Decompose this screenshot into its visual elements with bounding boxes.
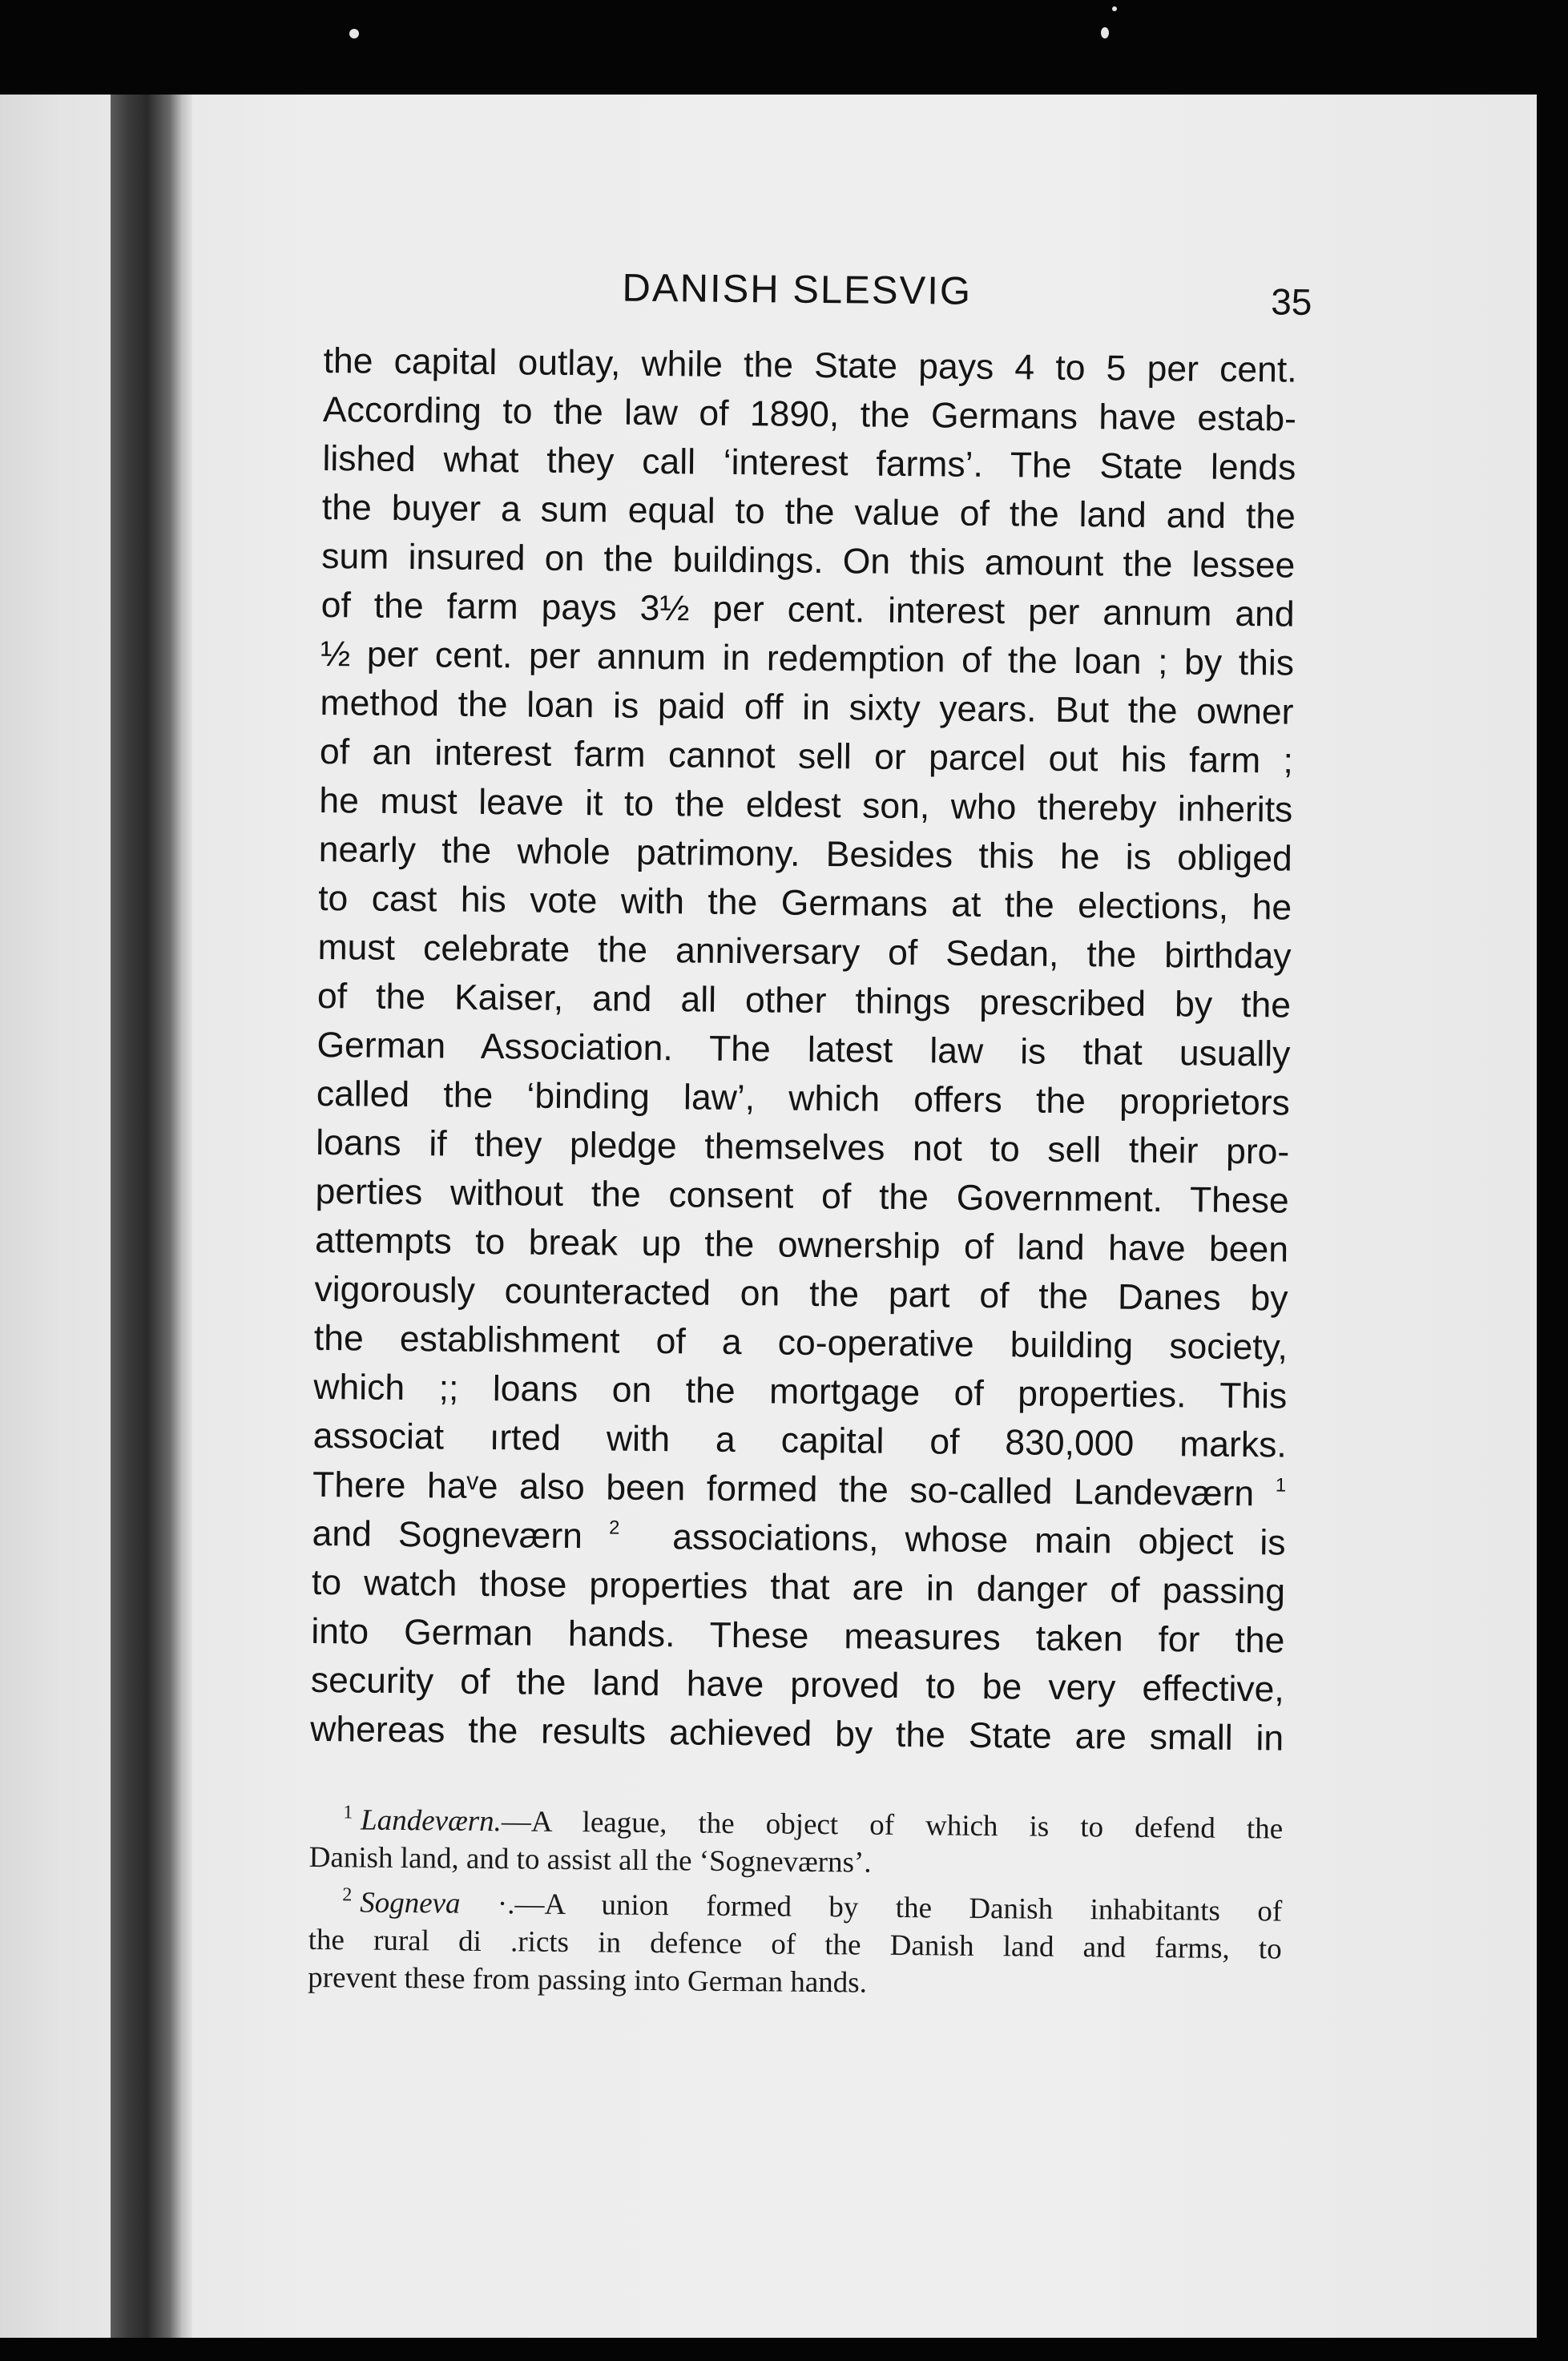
- footnote-line: the rural di .ricts in defence of the Danish land and farms, to: [308, 1923, 1282, 1966]
- text-line: perties without the consent of the Government. These: [315, 1171, 1289, 1221]
- text-fragment: There haᵛe also been formed the so-called Landeværn: [312, 1465, 1255, 1514]
- footnote-term: Sogneva: [359, 1886, 461, 1920]
- footnote-line: prevent these from passing into German hands.: [308, 1960, 868, 2000]
- scan-margin: [0, 0, 1568, 88]
- footnote-ref-2: 2: [608, 1517, 620, 1539]
- text-line: security of the land have proved to be very effective,: [310, 1660, 1285, 1710]
- text-line: attempts to break up the ownership of land have been: [314, 1220, 1289, 1270]
- text-line: loans if they pledge themselves not to sell their pro-: [316, 1122, 1290, 1172]
- text-line: the buyer a sum equal to the value of the land and the: [321, 487, 1296, 537]
- text-line: must celebrate the anniversary of Sedan, the birthday: [317, 927, 1292, 977]
- text-line: of the Kaiser, and all other things prescribed by the: [316, 976, 1292, 1025]
- footnote-text: —A league, the object of which is to defend the: [501, 1805, 1284, 1846]
- text-line: ½ per cent. per annum in redemption of the loan ; by this: [320, 634, 1295, 683]
- text-line: German Association. The latest law is that usually: [316, 1025, 1291, 1074]
- text-line: into German hands. These measures taken for the: [311, 1611, 1285, 1661]
- page-header: [324, 248, 1312, 346]
- text-line: the establishment of a co-operative building society,: [313, 1318, 1288, 1368]
- text-line: to watch those properties that are in danger of passing: [311, 1562, 1286, 1612]
- footnote-line: Danish land, and to assist all the ‘Sogneværns’.: [308, 1840, 872, 1880]
- text-line: the capital outlay, while the State pays 4 to 5 per cent.: [323, 340, 1297, 390]
- footnote-1: [308, 1794, 1283, 1886]
- footnote-ref-1: 1: [1275, 1474, 1287, 1497]
- text-line: to cast his vote with the Germans at the elections, he: [317, 878, 1292, 928]
- text-line: whereas the results achieved by the State are small in: [310, 1709, 1284, 1759]
- text-line: associat ırted with a capital of 830,000 marks.: [312, 1416, 1287, 1465]
- footnote-marker: 2: [342, 1884, 353, 1906]
- text-line: of an interest farm cannot sell or parcel out his farm ;: [319, 731, 1294, 781]
- text-line: called the ‘binding law’, which offers the proprietors: [316, 1074, 1291, 1123]
- text-fragment: associations, whose main object is: [672, 1517, 1286, 1563]
- text-line: vigorously counteracted on the part of the Danes by: [314, 1269, 1288, 1319]
- footnote-2: [308, 1876, 1282, 2006]
- text-line: he must leave it to the eldest son, who thereby inherits: [319, 780, 1293, 830]
- text-line: According to the law of 1890, the Germans have estab-: [322, 389, 1297, 439]
- page-content: [308, 248, 1312, 2006]
- page-number: 35: [1270, 280, 1312, 323]
- text-line: which ;; loans on the mortgage of properties. This: [313, 1367, 1288, 1416]
- book-spine: [111, 95, 184, 2338]
- footnote-marker: 1: [343, 1802, 353, 1823]
- text-line: nearly the whole patrimony. Besides this he is obliged: [318, 829, 1292, 879]
- footnotes: [308, 1794, 1283, 2006]
- text-line: of the farm pays 3½ per cent. interest per annum and: [320, 585, 1295, 635]
- text-fragment: and Sogneværn: [312, 1513, 583, 1557]
- running-head: DANISH SLESVIG: [622, 266, 973, 313]
- page-gutter: [181, 95, 192, 2338]
- text-line: sum insured on the buildings. On this amount the lessee: [321, 536, 1296, 586]
- body-text: [310, 336, 1297, 1763]
- footnote-text: ·.—A union formed by the Danish inhabitants of: [497, 1888, 1283, 1928]
- footnote-term: Landeværn.: [360, 1803, 502, 1839]
- text-line: lished what they call ‘interest farms’. The State lends: [322, 438, 1296, 488]
- text-line: method the loan is paid off in sixty years. But the owner: [320, 683, 1294, 732]
